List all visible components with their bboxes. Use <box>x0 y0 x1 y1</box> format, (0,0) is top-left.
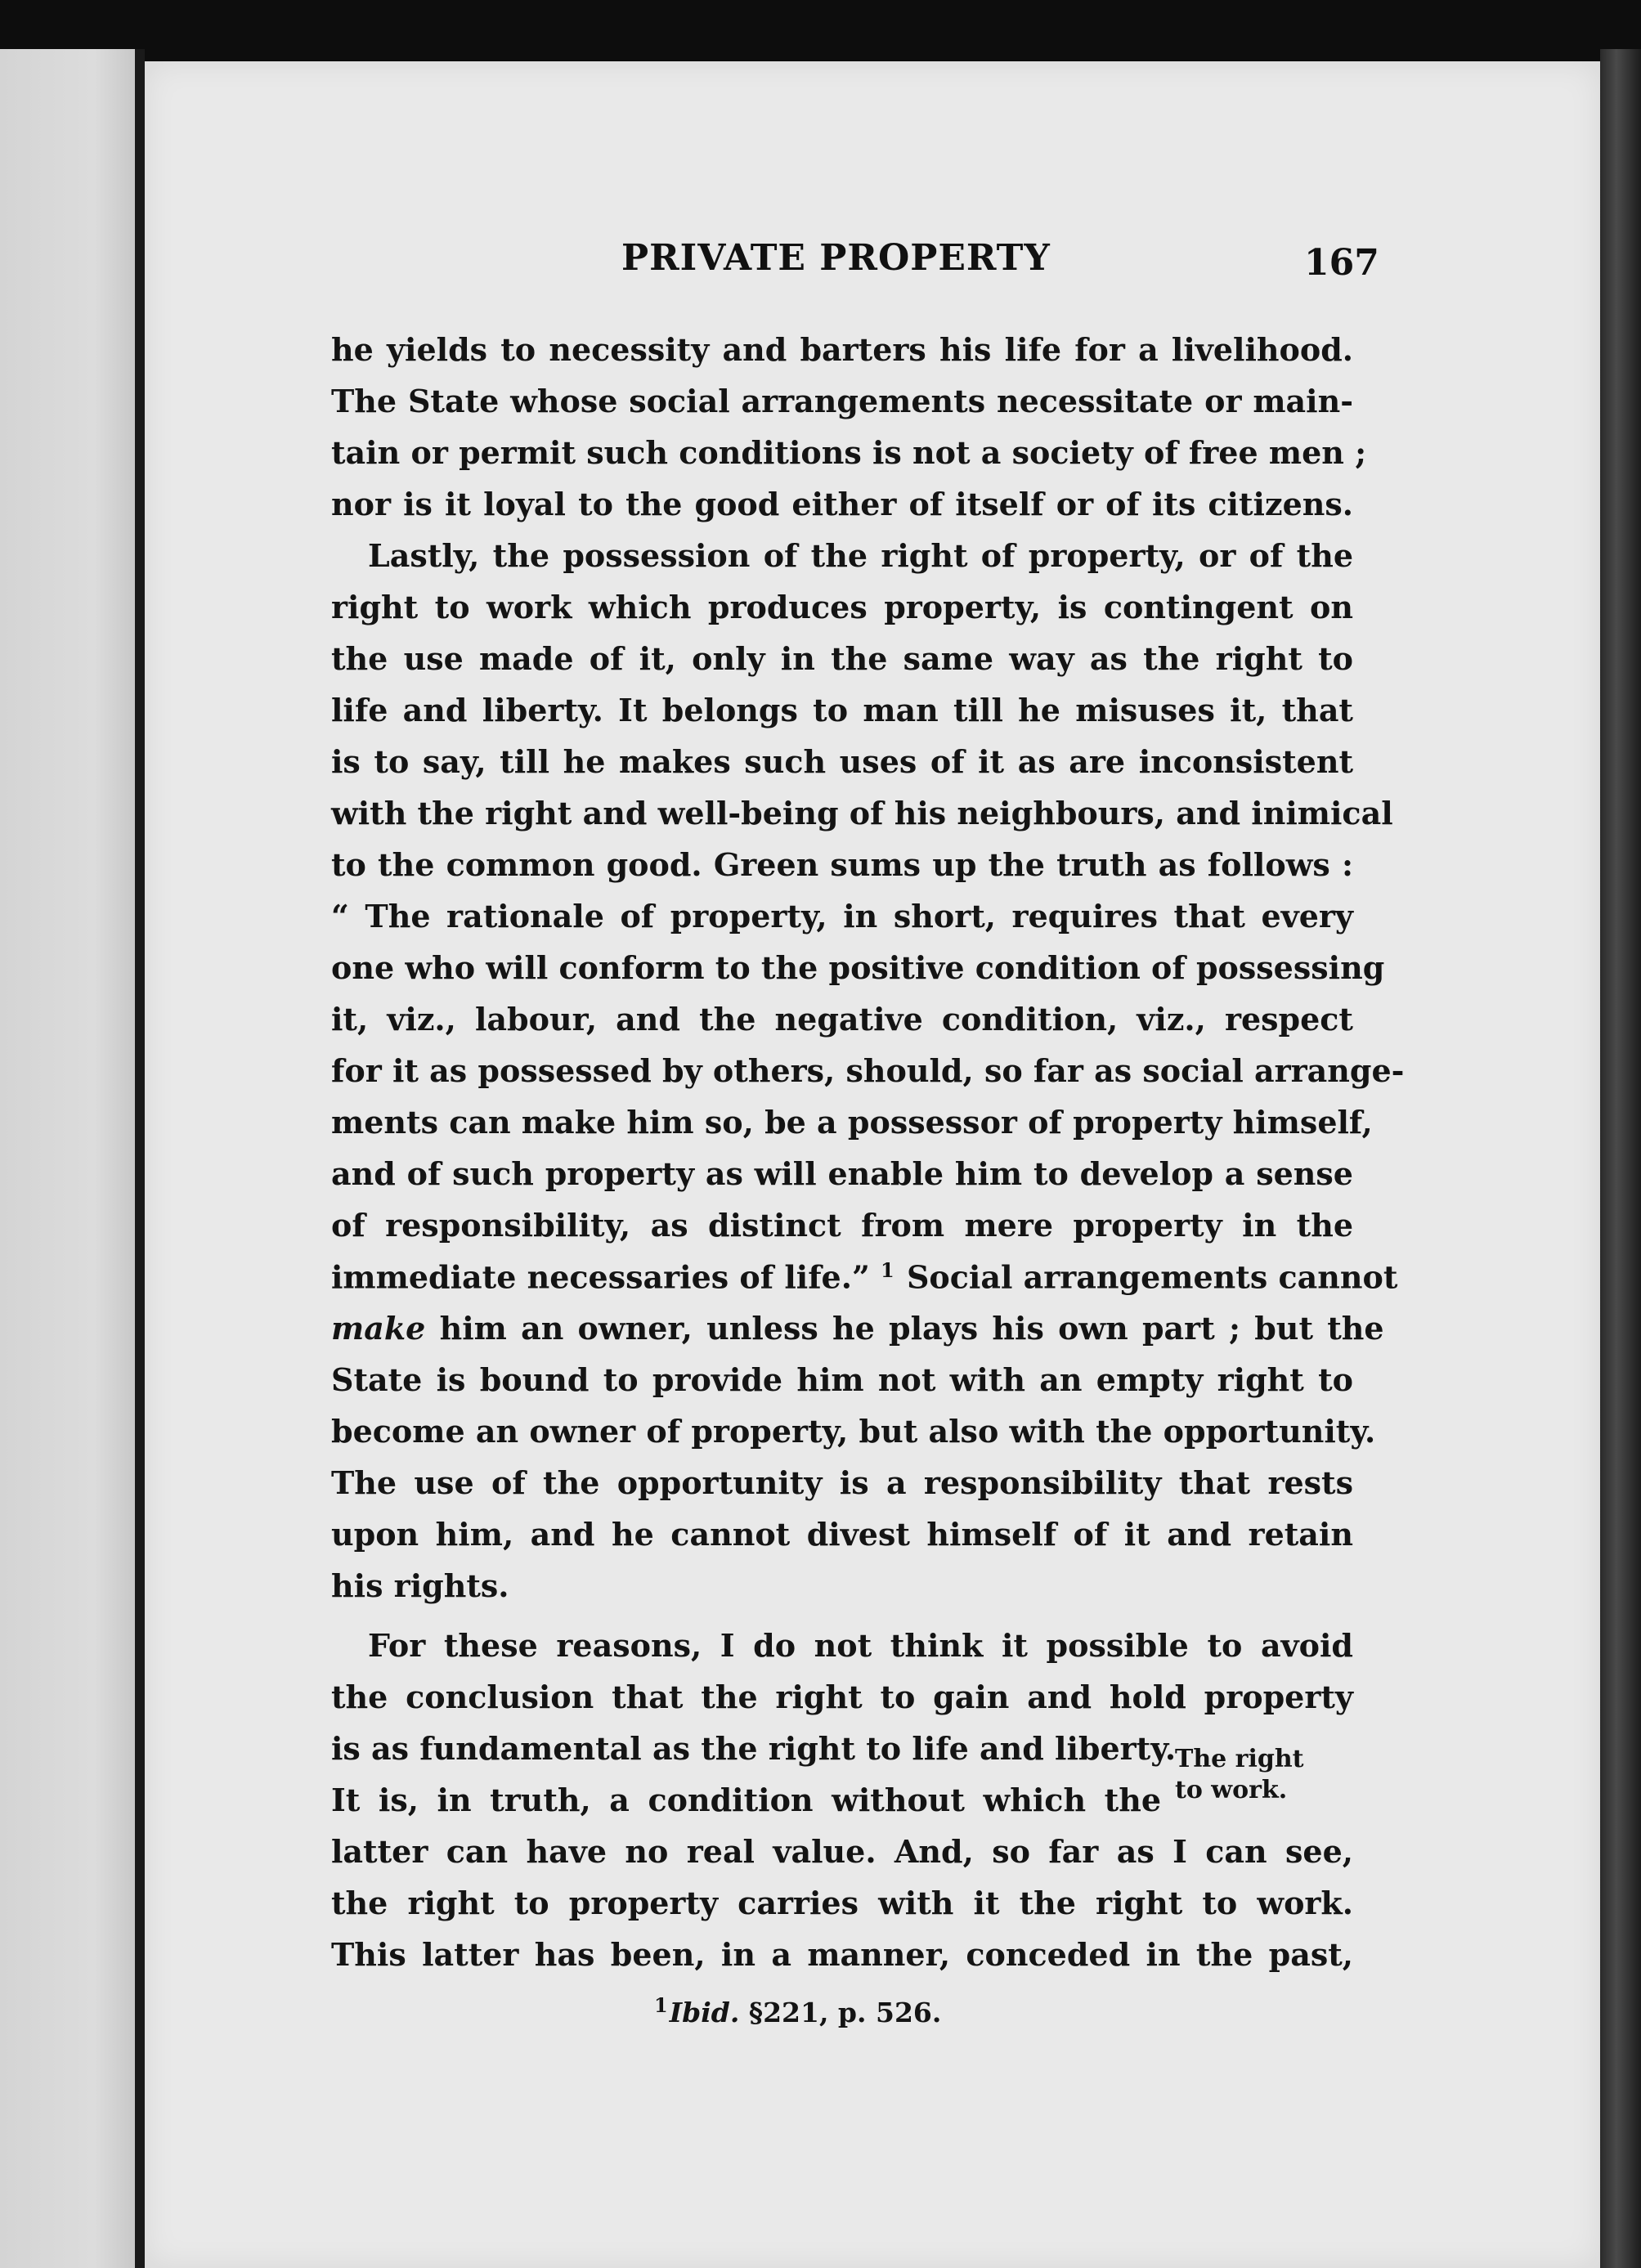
text-line: is as fundamental as the right to life and liberty. <box>331 1730 1177 1767</box>
text-line: upon him, and he cannot divest himself of it and retain <box>331 1516 1353 1553</box>
text-line: the right to property carries with it the right to work. <box>331 1885 1353 1921</box>
text-line <box>331 1310 1384 1347</box>
text-line: “ The rationale of property, in short, requires that every <box>331 898 1353 935</box>
text-line: State is bound to provide him not with an empty right to <box>331 1361 1353 1398</box>
quote-end-text: immediate necessaries of life.” <box>331 1258 881 1296</box>
sentence-text: him an owner, unless he plays his own part ; but the <box>439 1310 1384 1347</box>
text-line: The use of the opportunity is a responsibility that rests <box>331 1464 1353 1501</box>
footnote-mark: 1 <box>654 1993 668 2017</box>
italic-word: make <box>331 1310 426 1347</box>
text-line: nor is it loyal to the good either of itself or of its citizens. <box>331 486 1353 522</box>
text-line: of responsibility, as distinct from mere property in the <box>331 1207 1353 1244</box>
text-line: Lastly, the possession of the right of property, or of the <box>368 537 1353 574</box>
text-line: to the common good. Green sums up the truth as follows : <box>331 846 1353 883</box>
page-stack-edge <box>1600 49 1641 2268</box>
text-line: the use made of it, only in the same way as the right to <box>331 640 1353 677</box>
text-line: latter can have no real value. And, so far as I can see, <box>331 1833 1353 1870</box>
gutter-shadow <box>135 49 145 2268</box>
text-line: ments can make him so, be a possessor of property himself, <box>331 1104 1373 1141</box>
text-line: he yields to necessity and barters his life for a livelihood. <box>331 331 1353 368</box>
text-line: and of such property as will enable him to develop a sense <box>331 1155 1353 1192</box>
text-line: This latter has been, in a manner, conceded in the past, <box>331 1936 1353 1973</box>
text-line: become an owner of property, but also with the opportunity. <box>331 1413 1376 1450</box>
footnote-reference: 1 <box>881 1258 894 1282</box>
text-line: For these reasons, I do not think it possible to avoid <box>368 1627 1353 1664</box>
text-line: with the right and well-being of his neighbours, and inimical <box>331 795 1393 831</box>
text-line: It is, in truth, a condition without which the <box>331 1782 1161 1818</box>
page-number: 167 <box>1304 242 1379 284</box>
text-line: the conclusion that the right to gain and hold property <box>331 1679 1353 1715</box>
margin-note-line: to work. <box>1175 1776 1288 1804</box>
sentence-text: Social arrangements cannot <box>895 1258 1398 1296</box>
text-line: right to work which produces property, is contingent on <box>331 589 1353 625</box>
margin-note-line: The right <box>1175 1745 1304 1773</box>
text-line: his rights. <box>331 1567 509 1604</box>
text-line: for it as possessed by others, should, so far as social arrange- <box>331 1052 1405 1089</box>
text-line <box>331 1258 1398 1296</box>
text-line: life and liberty. It belongs to man till he misuses it, that <box>331 692 1353 728</box>
footnote <box>654 1993 941 2028</box>
running-title: PRIVATE PROPERTY <box>621 237 1051 279</box>
text-line: The State whose social arrangements necessitate or main- <box>331 383 1353 419</box>
text-line: it, viz., labour, and the negative condition, viz., respect <box>331 1001 1353 1038</box>
footnote-citation: §221, p. 526. <box>739 1997 942 2028</box>
footnote-source: Ibid. <box>669 1997 740 2028</box>
text-line: tain or permit such conditions is not a society of free men ; <box>331 434 1367 471</box>
text-line: one who will conform to the positive condition of possessing <box>331 949 1385 986</box>
facing-page-edge <box>0 49 135 2268</box>
text-line: is to say, till he makes such uses of it as are inconsistent <box>331 743 1353 780</box>
